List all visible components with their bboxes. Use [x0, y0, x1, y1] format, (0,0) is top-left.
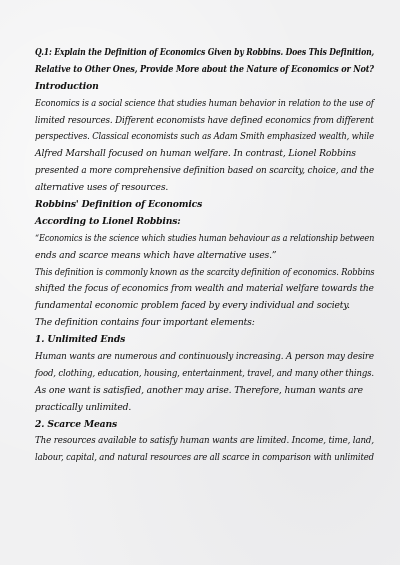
element-heading-scarce-means: 2. Scarce Means [35, 418, 118, 430]
paragraph-line: fundamental economic problem faced by every individual and society. [35, 300, 350, 312]
subheading: According to Lionel Robbins: [35, 215, 181, 227]
section-heading-introduction: Introduction [35, 80, 99, 92]
section-heading-robbins-definition: Robbins' Definition of Economics [35, 199, 203, 211]
paragraph-line: Alfred Marshall focused on human welfare. In contrast, Lionel Robbins [35, 148, 356, 160]
quote-line: “Economics is the science which studies human behaviour as a relationship between [35, 232, 375, 244]
paragraph-line: food, clothing, education, housing, entertainment, travel, and many other things. [35, 367, 374, 379]
paragraph-line: The definition contains four important elements: [35, 317, 255, 329]
element-heading-unlimited-ends: 1. Unlimited Ends [35, 334, 126, 346]
paragraph-line: As one want is satisfied, another may arise. Therefore, human wants are [35, 384, 363, 396]
quote-line: ends and scarce means which have alternative uses.” [35, 249, 277, 261]
paragraph-line: alternative uses of resources. [35, 182, 169, 194]
paragraph-line: shifted the focus of economics from wealth and material welfare towards the [35, 283, 374, 295]
question-heading: Relative to Other Ones, Provide More about the Nature of Economics or Not? [35, 63, 374, 75]
paragraph-line: The resources available to satisfy human wants are limited. Income, time, land, [35, 435, 374, 447]
paragraph-line: labour, capital, and natural resources are all scarce in comparison with unlimited [35, 452, 374, 464]
paragraph-line: Human wants are numerous and continuously increasing. A person may desire [35, 351, 374, 363]
question-heading: Q.1: Explain the Definition of Economics Given by Robbins. Does This Definition, [35, 47, 375, 58]
paragraph-line: This definition is commonly known as the scarcity definition of economics. Robbins [35, 266, 375, 278]
paragraph-line: Economics is a social science that studies human behavior in relation to the use of [35, 97, 374, 109]
paragraph-line: presented a more comprehensive definition based on scarcity, choice, and the [35, 165, 374, 177]
paragraph-line: perspectives. Classical economists such as Adam Smith emphasized wealth, while [35, 131, 374, 143]
paragraph-line: practically unlimited. [35, 401, 132, 413]
paragraph-line: limited resources. Different economists have defined economics from different [35, 114, 374, 126]
